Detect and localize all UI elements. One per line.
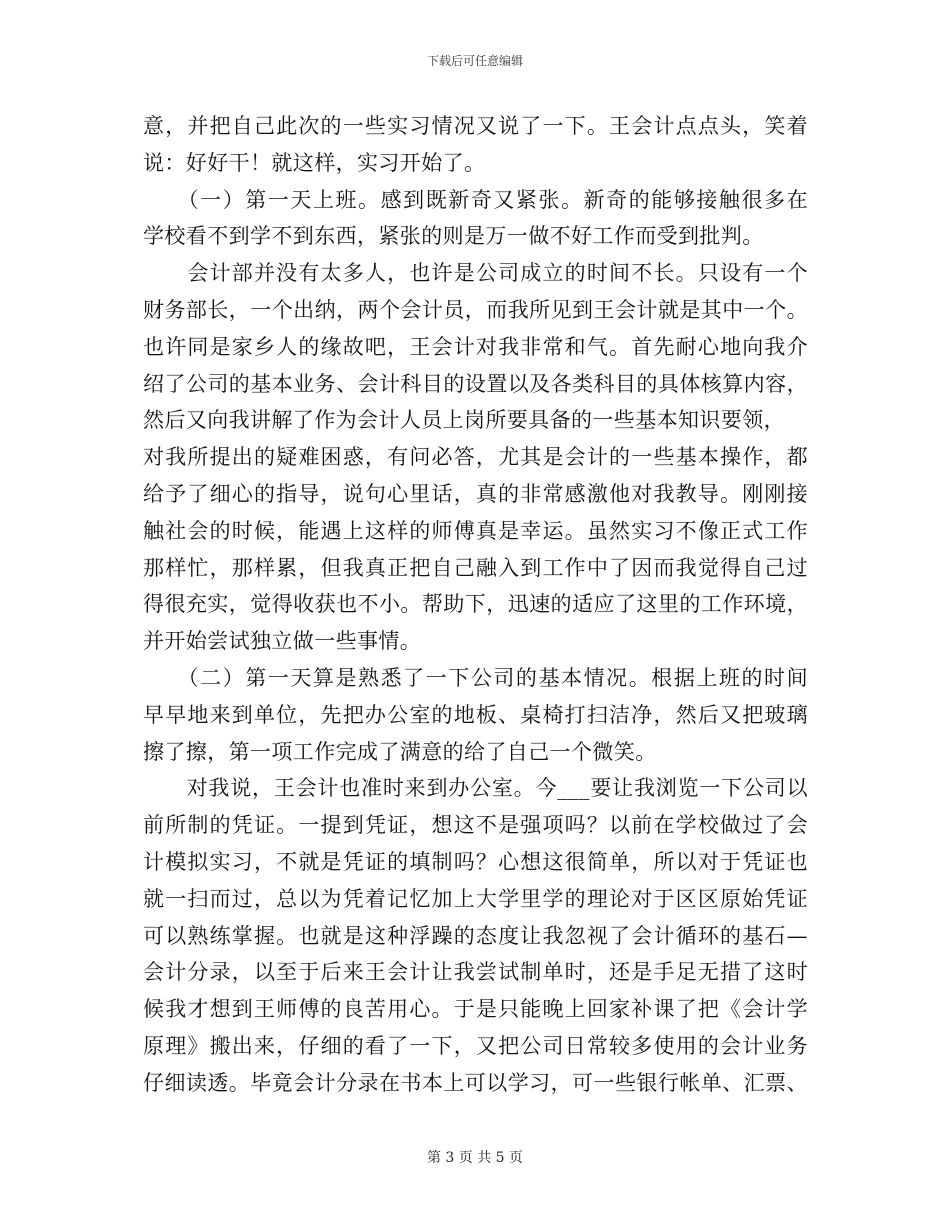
text-line: 并开始尝试独立做一些事情。: [143, 629, 422, 654]
text-line: 早早地来到单位，先把办公室的地板、桌椅打扫洁净，然后又把玻璃: [143, 702, 808, 727]
text-line: （一）第一天上班。感到既新奇又紧张。新奇的能够接触很多在: [143, 187, 808, 212]
text-line: 仔细读透。毕竟会计分录在书本上可以学习，可一些银行帐单、汇票、: [143, 1070, 808, 1095]
text-line: 给予了细心的指导，说句心里话，真的非常感激他对我教导。刚刚接: [143, 481, 808, 506]
text-line: 前所制的凭证。一提到凭证，想这不是强项吗？以前在学校做过了会: [143, 813, 808, 838]
text-line: 也许同是家乡人的缘故吧，王会计对我非常和气。首先耐心地向我介: [143, 334, 808, 359]
page-footer: 第 3 页 共 5 页: [426, 1150, 524, 1166]
text-line: 会计部并没有太多人，也许是公司成立的时间不长。只设有一个: [143, 261, 808, 286]
text-line: 候我才想到王师傅的良苦用心。于是只能晚上回家补课了把《会计学: [143, 997, 808, 1022]
text-line: 那样忙，那样累，但我真正把自己融入到工作中了因而我觉得自己过: [143, 555, 808, 580]
text-line: 绍了公司的基本业务、会计科目的设置以及各类科目的具体核算内容，: [143, 371, 808, 396]
text-line: 说：好好干！就这样，实习开始了。: [143, 150, 486, 175]
text-line: 得很充实，觉得收获也不小。帮助下，迅速的适应了这里的工作环境，: [143, 592, 808, 617]
text-line: 原理》搬出来，仔细的看了一下，又把公司日常较多使用的会计业务: [143, 1033, 808, 1058]
text-line: 可以熟练掌握。也就是这种浮躁的态度让我忽视了会计循环的基石—: [143, 923, 808, 948]
body-text: [143, 108, 808, 1102]
text-line: 触社会的时候，能遇上这样的师傅真是幸运。虽然实习不像正式工作: [143, 518, 808, 543]
text-line: 学校看不到学不到东西，紧张的则是万一做不好工作而受到批判。: [143, 224, 764, 249]
text-line: 计模拟实习，不就是凭证的填制吗？心想这很简单，所以对于凭证也: [143, 849, 808, 874]
text-line: 就一扫而过，总以为凭着记忆加上大学里学的理论对于区区原始凭证: [143, 886, 808, 911]
text-line: 对我说，王会计也准时来到办公室。今___要让我浏览一下公司以: [143, 776, 808, 801]
text-line: （二）第一天算是熟悉了一下公司的基本情况。根据上班的时间: [143, 665, 808, 690]
text-line: 然后又向我讲解了作为会计人员上岗所要具备的一些基本知识要领，: [143, 408, 785, 433]
text-line: 财务部长，一个出纳，两个会计员，而我所见到王会计就是其中一个。: [143, 297, 808, 322]
text-line: 对我所提出的疑难困惑，有问必答，尤其是会计的一些基本操作，都: [143, 445, 808, 470]
text-line: 擦了擦，第一项工作完成了满意的给了自己一个微笑。: [143, 739, 657, 764]
text-line: 会计分录，以至于后来王会计让我尝试制单时，还是手足无措了这时: [143, 960, 808, 985]
page-header: 下载后可任意编辑: [426, 54, 523, 68]
text-line: 意，并把自己此次的一些实习情况又说了一下。王会计点点头，笑着: [143, 114, 808, 138]
